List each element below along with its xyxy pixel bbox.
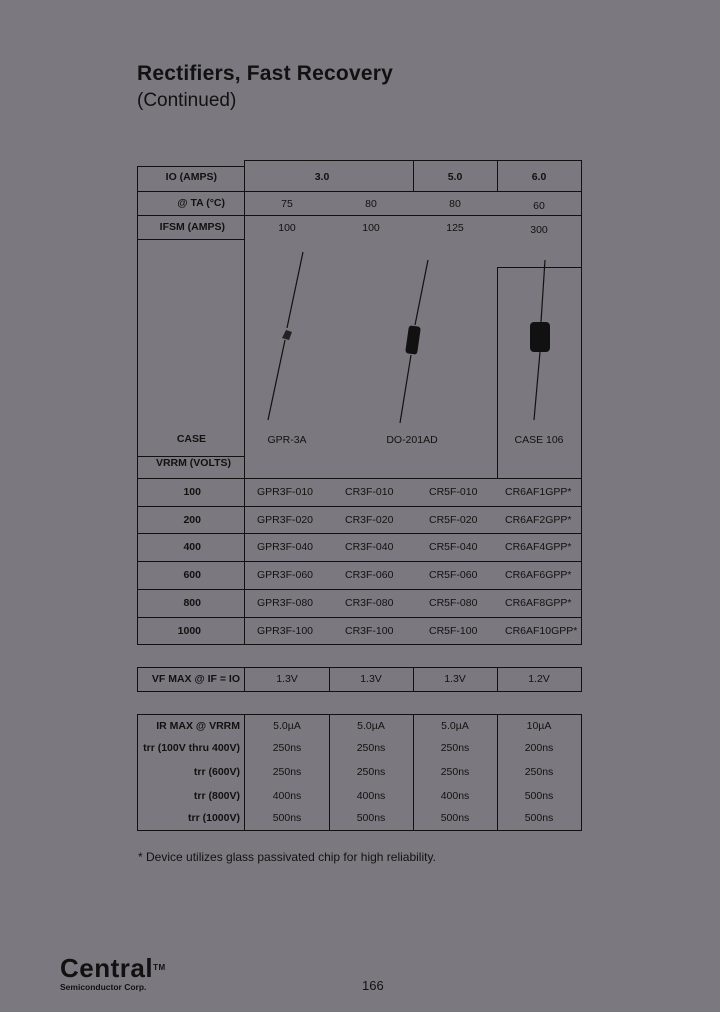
characteristic-value: 500ns — [272, 812, 302, 824]
ta-value: 75 — [281, 198, 293, 210]
gpr-3a-package-icon — [268, 252, 303, 420]
characteristic-label: trr (600V) — [193, 766, 240, 778]
footnote: * Device utilizes glass passivated chip for high reliability. — [138, 850, 436, 864]
vrrm-label: VRRM (VOLTS) — [155, 457, 231, 469]
part-number: GPR3F-080 — [257, 597, 314, 609]
part-number: CR6AF2GPP* — [505, 514, 572, 526]
part-number: CR3F-080 — [345, 597, 394, 609]
vf-value: 1.3V — [276, 673, 298, 685]
characteristic-value: 250ns — [356, 766, 386, 778]
part-number: CR5F-100 — [429, 625, 478, 637]
case-value: CASE 106 — [514, 434, 564, 446]
characteristic-value: 400ns — [356, 790, 386, 802]
vf-value: 1.3V — [360, 673, 382, 685]
characteristic-value: 400ns — [272, 790, 302, 802]
ta-label: @ TA (°C) — [177, 197, 225, 209]
vrrm-value: 800 — [183, 597, 201, 609]
ta-value: 60 — [533, 200, 545, 212]
characteristic-value: 250ns — [356, 742, 386, 754]
characteristic-value: 400ns — [440, 790, 470, 802]
part-number: CR5F-010 — [429, 486, 478, 498]
vf-table — [137, 667, 581, 692]
vf-label: VF MAX @ IF = IO — [151, 673, 240, 685]
part-number: CR6AF6GPP* — [505, 569, 572, 581]
part-number: CR6AF1GPP* — [505, 486, 572, 498]
part-number: CR6AF4GPP* — [505, 541, 572, 553]
characteristic-label: trr (1000V) — [188, 812, 240, 824]
characteristics-table — [137, 714, 581, 831]
part-number: CR6AF10GPP* — [505, 625, 578, 637]
characteristic-value: 250ns — [272, 742, 302, 754]
logo-subtitle: Semiconductor Corp. — [60, 982, 147, 992]
io-value: 6.0 — [531, 171, 547, 183]
characteristic-value: 250ns — [440, 766, 470, 778]
characteristic-value: 5.0µA — [357, 720, 385, 732]
ifsm-value: 100 — [278, 222, 296, 234]
page-title: Rectifiers, Fast Recovery — [137, 62, 393, 85]
io-value: 5.0 — [447, 171, 463, 183]
part-number: GPR3F-100 — [257, 625, 314, 637]
ta-value: 80 — [449, 198, 461, 210]
page-subtitle: (Continued) — [137, 90, 237, 111]
characteristic-value: 500ns — [524, 812, 554, 824]
vrrm-value: 1000 — [177, 625, 201, 637]
characteristic-value: 500ns — [524, 790, 554, 802]
vf-value: 1.2V — [528, 673, 550, 685]
io-value: 3.0 — [314, 171, 330, 183]
part-number: GPR3F-010 — [257, 486, 314, 498]
part-number: CR3F-100 — [345, 625, 394, 637]
part-number: GPR3F-060 — [257, 569, 314, 581]
ifsm-value: 125 — [446, 222, 464, 234]
characteristic-label: trr (800V) — [193, 790, 240, 802]
part-number: GPR3F-020 — [257, 514, 314, 526]
central-logo — [60, 955, 166, 992]
part-number: CR3F-020 — [345, 514, 394, 526]
part-number: CR5F-040 — [429, 541, 478, 553]
ifsm-value: 100 — [362, 222, 380, 234]
characteristic-value: 250ns — [272, 766, 302, 778]
characteristic-label: IR MAX @ VRRM — [156, 720, 240, 732]
characteristic-value: 200ns — [524, 742, 554, 754]
ta-value: 80 — [365, 198, 377, 210]
ifsm-label: IFSM (AMPS) — [159, 221, 225, 233]
logo-name: Central — [60, 953, 154, 983]
vrrm-value: 600 — [183, 569, 201, 581]
case-value: GPR-3A — [267, 434, 307, 446]
characteristic-value: 500ns — [356, 812, 386, 824]
part-number: CR5F-080 — [429, 597, 478, 609]
part-number: CR5F-020 — [429, 514, 478, 526]
part-number: CR3F-040 — [345, 541, 394, 553]
vrrm-value: 100 — [183, 486, 201, 498]
case-label: CASE — [176, 433, 206, 445]
do-201ad-package-icon — [400, 260, 428, 423]
ifsm-value: 300 — [530, 224, 548, 236]
part-number: GPR3F-040 — [257, 541, 314, 553]
part-number: CR3F-010 — [345, 486, 394, 498]
characteristic-value: 10µA — [526, 720, 552, 732]
characteristic-value: 250ns — [440, 742, 470, 754]
page-number: 166 — [362, 978, 384, 993]
case-value: DO-201AD — [386, 434, 438, 446]
logo-tm: TM — [153, 963, 166, 972]
characteristic-value: 250ns — [524, 766, 554, 778]
io-label: IO (AMPS) — [165, 171, 217, 183]
vf-value: 1.3V — [444, 673, 466, 685]
part-number: CR6AF8GPP* — [505, 597, 572, 609]
vrrm-value: 200 — [183, 514, 201, 526]
part-number: CR3F-060 — [345, 569, 394, 581]
package-drawings — [245, 240, 581, 440]
vrrm-value: 400 — [183, 541, 201, 553]
part-number: CR5F-060 — [429, 569, 478, 581]
ratings-table — [137, 160, 581, 645]
case-106-package-icon — [530, 260, 550, 420]
characteristic-label: trr (100V thru 400V) — [143, 742, 240, 754]
characteristic-value: 500ns — [440, 812, 470, 824]
characteristic-value: 5.0µA — [273, 720, 301, 732]
characteristic-value: 5.0µA — [441, 720, 469, 732]
